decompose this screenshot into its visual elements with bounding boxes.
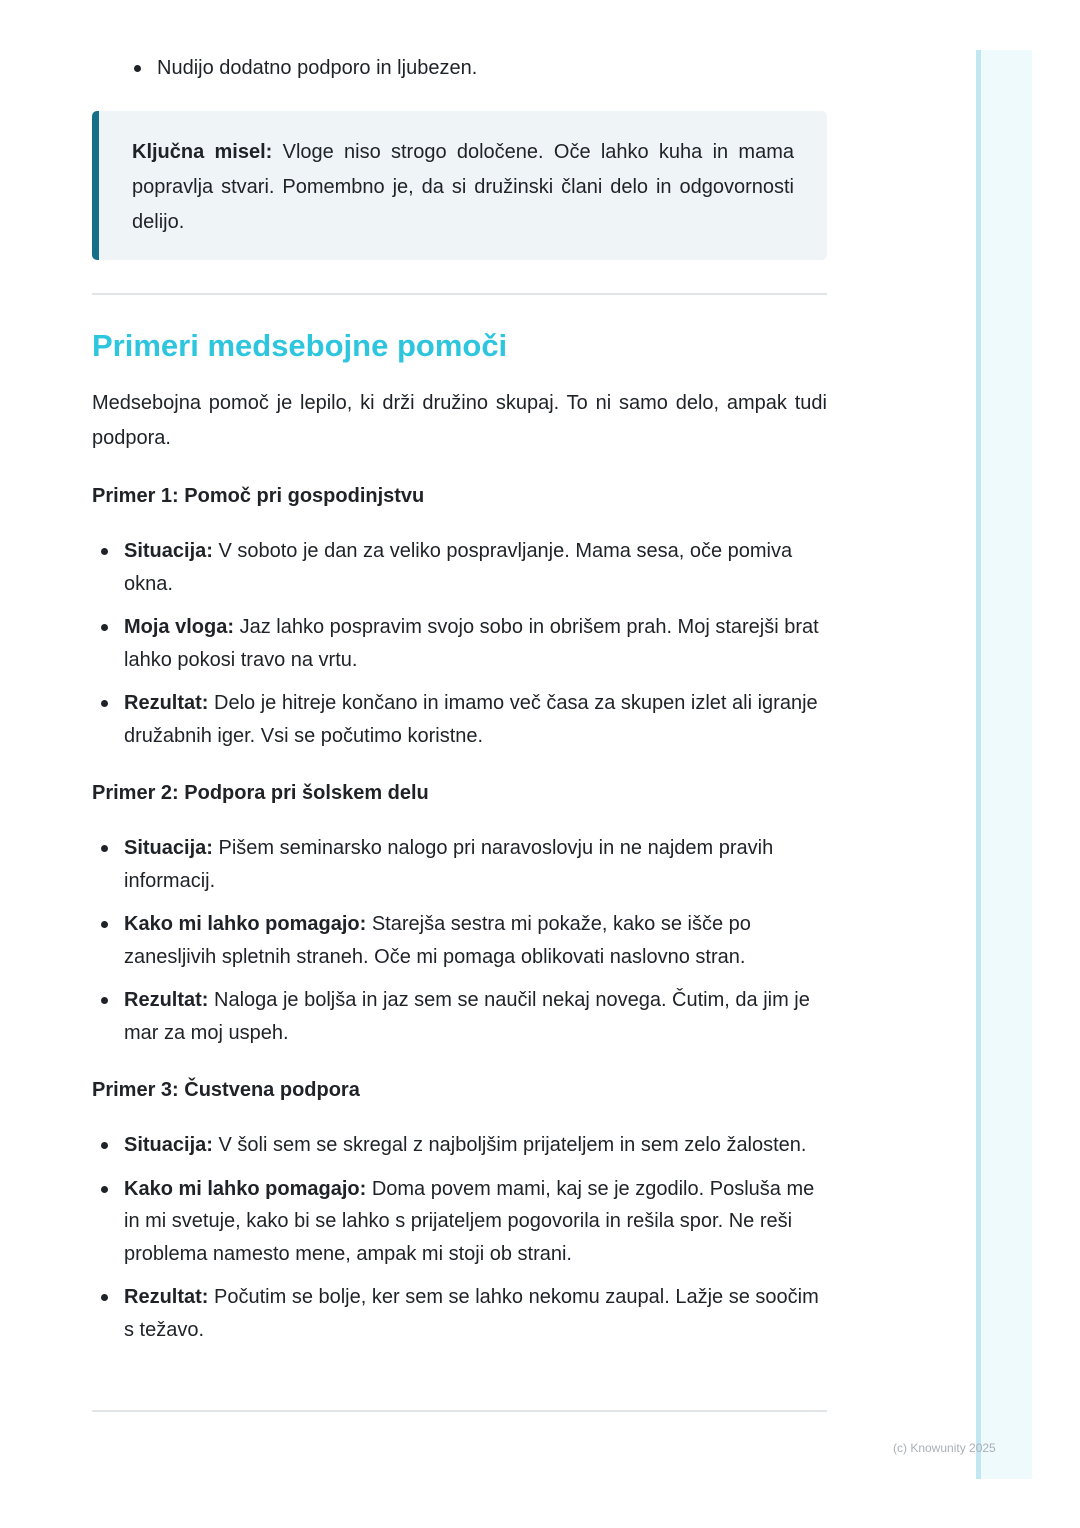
list-item xyxy=(92,535,827,600)
list-item xyxy=(92,984,827,1049)
section-title: Primeri medsebojne pomoči xyxy=(92,328,508,363)
item-label: Kako mi lahko pomagajo: xyxy=(124,1177,367,1200)
example-2-title: Primer 2: Podpora pri šolskem delu xyxy=(92,782,429,804)
item-label: Rezultat: xyxy=(124,1286,209,1308)
example-3-title: Primer 3: Čustvena podpora xyxy=(92,1079,360,1101)
item-text: Starejša sestra mi pokaže, kako se išče po zanesljivih spletnih straneh. Oče mi pomaga oblikovati naslovno stran. xyxy=(124,913,751,968)
item-text: Doma povem mami, kaj se je zgodilo. Posluša me in mi svetuje, kako bi se lahko s prijateljem pogovorila in rešila spor. Ne reši problema namesto mene, ampak mi stoji ob strani. xyxy=(124,1177,815,1265)
item-text: Delo je hitreje končano in imamo več časa za skupen izlet ali igranje družabnih iger. Vsi se počutimo koristne. xyxy=(124,692,818,747)
item-text: Jaz lahko pospravim svojo sobo in obrišem prah. Moj starejši brat lahko pokosi travo na vrtu. xyxy=(124,616,819,671)
section-divider xyxy=(92,293,827,295)
example-1-title: Primer 1: Pomoč pri gospodinjstvu xyxy=(92,485,425,507)
list-item xyxy=(92,687,827,752)
item-label: Situacija: xyxy=(124,540,213,562)
item-text: Počutim se bolje, ker sem se lahko nekomu zaupal. Lažje se soočim s težavo. xyxy=(124,1286,819,1341)
example-3-list xyxy=(92,1129,827,1357)
list-item xyxy=(92,1281,827,1346)
item-label: Situacija: xyxy=(124,837,213,859)
item-label: Situacija: xyxy=(124,1134,213,1156)
item-label: Rezultat: xyxy=(124,692,209,714)
list-item xyxy=(92,908,827,973)
item-text: V šoli sem se skregal z najboljšim prijateljem in sem zelo žalosten. xyxy=(212,1134,807,1156)
list-item: Nudijo dodatno podporo in ljubezen. xyxy=(132,52,832,85)
item-label: Moja vloga: xyxy=(124,616,235,638)
item-text: Pišem seminarsko nalogo pri naravoslovju in ne najdem pravih informacij. xyxy=(124,837,774,892)
item-label: Rezultat: xyxy=(124,989,209,1011)
callout-label: Ključna misel: xyxy=(132,141,273,163)
item-text: V soboto je dan za veliko pospravljanje. Mama sesa, oče pomiva okna. xyxy=(124,540,793,595)
list-item xyxy=(92,1173,827,1271)
item-label: Kako mi lahko pomagajo: xyxy=(124,913,367,935)
section-intro: Medsebojna pomoč je lepilo, ki drži družino skupaj. To ni samo delo, ampak tudi podpora. xyxy=(92,392,827,449)
key-idea-callout xyxy=(92,111,827,260)
callout-text xyxy=(132,135,794,240)
sidebar-panel xyxy=(976,50,1032,1479)
list-item xyxy=(92,832,827,897)
section-divider xyxy=(92,1410,827,1412)
list-item xyxy=(92,1129,827,1162)
example-2-list xyxy=(92,832,827,1060)
item-text: Naloga je boljša in jaz sem se naučil nekaj novega. Čutim, da jim je mar za moj uspeh. xyxy=(124,989,810,1044)
callout-body: Vloge niso strogo določene. Oče lahko kuha in mama popravlja stvari. Pomembno je, da si družinski člani delo in odgovornosti delijo. xyxy=(132,141,794,233)
list-item xyxy=(92,611,827,676)
continued-list xyxy=(132,52,832,85)
example-1-list xyxy=(92,535,827,763)
copyright-footer: (c) Knowunity 2025 xyxy=(893,1441,996,1455)
